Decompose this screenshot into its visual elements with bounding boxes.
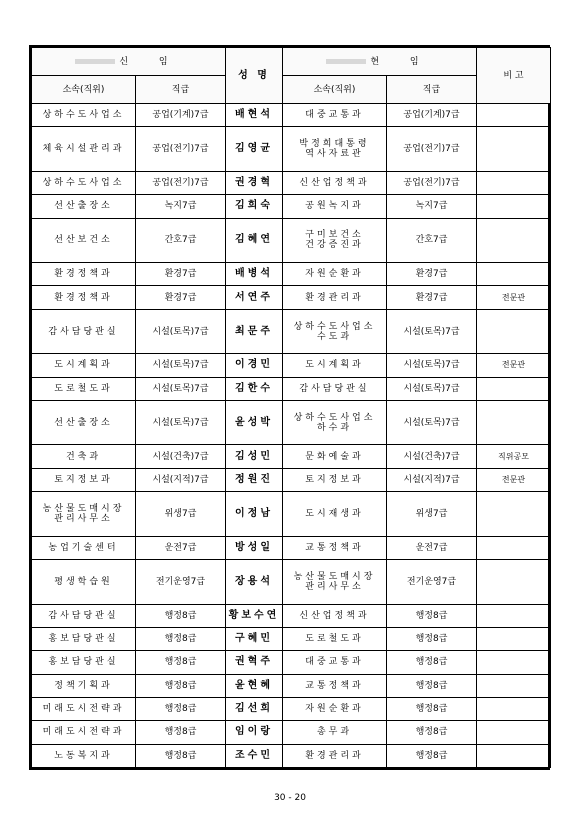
new-grade-cell: 공업(기계)7급 [136, 104, 226, 127]
table-row [32, 560, 551, 605]
new-grade-cell: 환경7급 [136, 263, 226, 286]
remark-cell [477, 560, 551, 605]
table-row [32, 445, 551, 468]
new-dept-cell: 체육시설관리과 [32, 127, 136, 172]
remark-cell [477, 627, 551, 650]
current-grade-cell: 행정8급 [387, 604, 477, 627]
table-row [32, 536, 551, 559]
name-cell: 권경혁 [226, 171, 283, 194]
current-grade-cell: 행정8급 [387, 721, 477, 744]
name-cell: 배병석 [226, 263, 283, 286]
new-dept-cell: 정책기획과 [32, 674, 136, 697]
new-grade-cell: 행정8급 [136, 651, 226, 674]
table-row [32, 104, 551, 127]
new-grade-cell: 행정8급 [136, 604, 226, 627]
remark-cell [477, 651, 551, 674]
current-grade-cell: 공업(기계)7급 [387, 104, 477, 127]
remark-cell [477, 263, 551, 286]
name-cell: 김영균 [226, 127, 283, 172]
new-dept-cell: 농업기술센터 [32, 536, 136, 559]
new-grade-cell: 시설(토목)7급 [136, 400, 226, 445]
header-current-position: 현 임 [283, 48, 477, 76]
remark-cell: 전문관 [477, 354, 551, 377]
current-grade-cell: 시설(지적)7급 [387, 468, 477, 491]
new-dept-cell: 환경정책과 [32, 286, 136, 309]
name-cell: 방성일 [226, 536, 283, 559]
header-new-grade: 직급 [136, 76, 226, 104]
remark-cell [477, 195, 551, 218]
new-dept-cell: 선산출장소 [32, 400, 136, 445]
header-new-position: 신 임 [32, 48, 226, 76]
new-dept-cell: 홍보담당관실 [32, 627, 136, 650]
new-grade-cell: 행정8급 [136, 627, 226, 650]
new-grade-cell: 시설(지적)7급 [136, 468, 226, 491]
header-remark: 비 고 [477, 48, 551, 104]
new-grade-cell: 운전7급 [136, 536, 226, 559]
current-grade-cell: 행정8급 [387, 651, 477, 674]
table-row [32, 744, 551, 767]
new-dept-cell: 미래도시전략과 [32, 721, 136, 744]
current-grade-cell: 시설(건축)7급 [387, 445, 477, 468]
name-cell: 윤성박 [226, 400, 283, 445]
new-dept-cell: 농산물도매시장 관리사무소 [32, 492, 136, 537]
table-row [32, 627, 551, 650]
current-grade-cell: 공업(전기)7급 [387, 171, 477, 194]
new-dept-cell: 선산보건소 [32, 218, 136, 263]
table-row [32, 674, 551, 697]
current-dept-cell: 총무과 [283, 721, 387, 744]
table-row [32, 354, 551, 377]
current-dept-cell: 도로철도과 [283, 627, 387, 650]
new-grade-cell: 시설(건축)7급 [136, 445, 226, 468]
current-dept-cell: 자원순환과 [283, 263, 387, 286]
new-dept-cell: 도시계획과 [32, 354, 136, 377]
remark-cell [477, 674, 551, 697]
new-dept-cell: 상하수도사업소 [32, 104, 136, 127]
name-cell: 조수민 [226, 744, 283, 767]
current-grade-cell: 공업(전기)7급 [387, 127, 477, 172]
header-new-dept: 소속(직위) [32, 76, 136, 104]
name-cell: 김혜연 [226, 218, 283, 263]
current-dept-cell: 토지정보과 [283, 468, 387, 491]
remark-cell [477, 218, 551, 263]
remark-cell [477, 400, 551, 445]
personnel-table [31, 47, 551, 768]
new-grade-cell: 행정8급 [136, 721, 226, 744]
current-dept-cell: 도시재생과 [283, 492, 387, 537]
current-dept-cell: 교통정책과 [283, 536, 387, 559]
new-dept-cell: 감사담당관실 [32, 604, 136, 627]
remark-cell [477, 309, 551, 354]
name-cell: 서연주 [226, 286, 283, 309]
name-cell: 임이랑 [226, 721, 283, 744]
new-grade-cell: 행정8급 [136, 674, 226, 697]
table-row [32, 127, 551, 172]
current-dept-cell: 감사담당관실 [283, 377, 387, 400]
name-cell: 이정남 [226, 492, 283, 537]
current-dept-cell: 박정희대통령 역사자료관 [283, 127, 387, 172]
remark-cell [477, 492, 551, 537]
current-grade-cell: 시설(토목)7급 [387, 309, 477, 354]
remark-cell [477, 697, 551, 720]
current-grade-cell: 행정8급 [387, 674, 477, 697]
remark-cell: 전문관 [477, 286, 551, 309]
new-dept-cell: 토지정보과 [32, 468, 136, 491]
name-cell: 권혁주 [226, 651, 283, 674]
header-current-dept: 소속(직위) [283, 76, 387, 104]
current-grade-cell: 시설(토목)7급 [387, 354, 477, 377]
current-dept-cell: 농산물도매시장 관리사무소 [283, 560, 387, 605]
name-cell: 황보수연 [226, 604, 283, 627]
table-row [32, 171, 551, 194]
current-grade-cell: 위생7급 [387, 492, 477, 537]
new-dept-cell: 평생학습원 [32, 560, 136, 605]
new-grade-cell: 시설(토목)7급 [136, 354, 226, 377]
new-dept-cell: 노동복지과 [32, 744, 136, 767]
table-row [32, 263, 551, 286]
name-cell: 장용석 [226, 560, 283, 605]
current-grade-cell: 시설(토목)7급 [387, 377, 477, 400]
current-dept-cell: 대중교통과 [283, 651, 387, 674]
current-grade-cell: 환경7급 [387, 286, 477, 309]
current-grade-cell: 행정8급 [387, 627, 477, 650]
new-dept-cell: 도로철도과 [32, 377, 136, 400]
current-grade-cell: 전기운영7급 [387, 560, 477, 605]
remark-cell [477, 744, 551, 767]
remark-cell [477, 721, 551, 744]
name-cell: 김한수 [226, 377, 283, 400]
name-cell: 구혜민 [226, 627, 283, 650]
remark-cell [477, 604, 551, 627]
remark-cell [477, 171, 551, 194]
current-grade-cell: 시설(토목)7급 [387, 400, 477, 445]
current-dept-cell: 상하수도사업소 하수과 [283, 400, 387, 445]
header-name: 성 명 [226, 48, 283, 104]
new-grade-cell: 위생7급 [136, 492, 226, 537]
page-number: 30 - 20 [274, 793, 306, 803]
name-cell: 최문주 [226, 309, 283, 354]
remark-cell [477, 104, 551, 127]
current-grade-cell: 환경7급 [387, 263, 477, 286]
current-grade-cell: 간호7급 [387, 218, 477, 263]
name-cell: 김성민 [226, 445, 283, 468]
current-dept-cell: 공원녹지과 [283, 195, 387, 218]
new-grade-cell: 행정8급 [136, 697, 226, 720]
current-grade-cell: 녹지7급 [387, 195, 477, 218]
name-cell: 윤현혜 [226, 674, 283, 697]
header-current-grade: 직급 [387, 76, 477, 104]
remark-cell: 직위공모 [477, 445, 551, 468]
new-grade-cell: 공업(전기)7급 [136, 127, 226, 172]
table-row [32, 697, 551, 720]
new-grade-cell: 시설(토목)7급 [136, 309, 226, 354]
table-row [32, 651, 551, 674]
table-row [32, 309, 551, 354]
current-dept-cell: 환경관리과 [283, 744, 387, 767]
current-dept-cell: 신산업정책과 [283, 171, 387, 194]
table-row [32, 721, 551, 744]
remark-cell [477, 536, 551, 559]
new-grade-cell: 환경7급 [136, 286, 226, 309]
name-cell: 배현석 [226, 104, 283, 127]
new-grade-cell: 녹지7급 [136, 195, 226, 218]
table-row [32, 468, 551, 491]
name-cell: 김선희 [226, 697, 283, 720]
new-grade-cell: 행정8급 [136, 744, 226, 767]
current-dept-cell: 환경관리과 [283, 286, 387, 309]
current-dept-cell: 신산업정책과 [283, 604, 387, 627]
current-dept-cell: 대중교통과 [283, 104, 387, 127]
new-dept-cell: 홍보담당관실 [32, 651, 136, 674]
table-row [32, 604, 551, 627]
new-dept-cell: 선산출장소 [32, 195, 136, 218]
current-dept-cell: 구미보건소 건강증진과 [283, 218, 387, 263]
remark-cell [477, 377, 551, 400]
current-dept-cell: 문화예술과 [283, 445, 387, 468]
personnel-table-frame [29, 45, 550, 770]
current-grade-cell: 행정8급 [387, 744, 477, 767]
remark-cell: 전문관 [477, 468, 551, 491]
table-row [32, 218, 551, 263]
name-cell: 김희숙 [226, 195, 283, 218]
new-grade-cell: 간호7급 [136, 218, 226, 263]
table-row [32, 400, 551, 445]
table-row [32, 492, 551, 537]
name-cell: 정원진 [226, 468, 283, 491]
table-row [32, 195, 551, 218]
current-dept-cell: 자원순환과 [283, 697, 387, 720]
new-dept-cell: 미래도시전략과 [32, 697, 136, 720]
current-grade-cell: 행정8급 [387, 697, 477, 720]
current-dept-cell: 상하수도사업소 수도과 [283, 309, 387, 354]
new-dept-cell: 상하수도사업소 [32, 171, 136, 194]
remark-cell [477, 127, 551, 172]
name-cell: 이경민 [226, 354, 283, 377]
new-dept-cell: 감사담당관실 [32, 309, 136, 354]
new-grade-cell: 공업(전기)7급 [136, 171, 226, 194]
new-grade-cell: 시설(토목)7급 [136, 377, 226, 400]
current-dept-cell: 도시계획과 [283, 354, 387, 377]
table-row [32, 377, 551, 400]
current-grade-cell: 운전7급 [387, 536, 477, 559]
table-body [32, 104, 551, 768]
new-dept-cell: 건축과 [32, 445, 136, 468]
new-grade-cell: 전기운영7급 [136, 560, 226, 605]
new-dept-cell: 환경정책과 [32, 263, 136, 286]
current-dept-cell: 교통정책과 [283, 674, 387, 697]
table-row [32, 286, 551, 309]
